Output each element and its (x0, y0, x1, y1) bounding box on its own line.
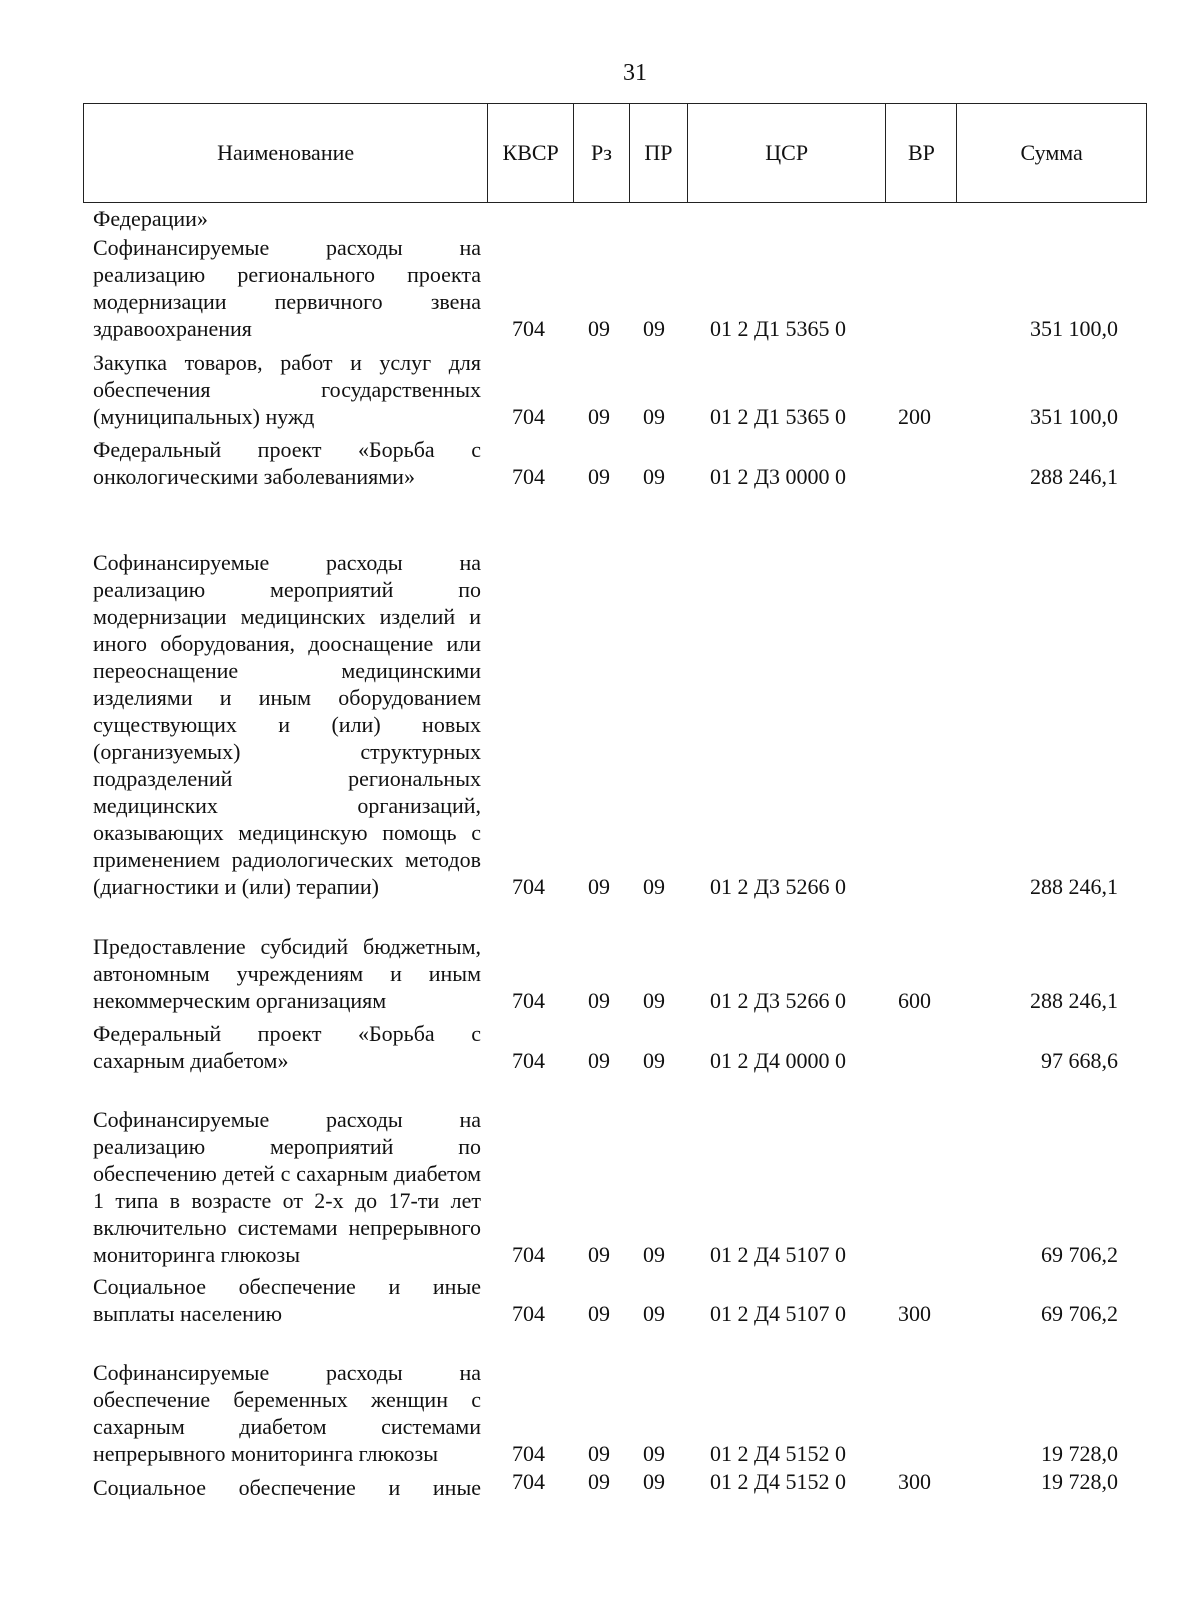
row-sum: 19 728,0 (1041, 1469, 1118, 1494)
row-sum: 69 706,2 (1041, 1301, 1118, 1326)
row-csr: 01 2 Д3 5266 0 (710, 874, 847, 899)
row-pr: 09 (643, 1441, 665, 1466)
row-name: Социальное обеспечение и иные (93, 1475, 481, 1500)
header-kvsr: КВСР (488, 104, 574, 202)
row-kvsr: 704 (512, 404, 545, 429)
row-sum: 97 668,6 (1041, 1048, 1118, 1073)
table-header (83, 103, 1147, 203)
row-name: Софинансируемые расходы на обеспечение беременных женщин с сахарным диабетом системами непрерывного мониторинга глюкозы (93, 1360, 481, 1466)
row-pr: 09 (643, 1242, 665, 1267)
row-csr: 01 2 Д3 5266 0 (710, 988, 847, 1013)
row-vr: 300 (898, 1469, 931, 1494)
header-csr: ЦСР (688, 104, 887, 202)
row-sum: 351 100,0 (1030, 404, 1118, 429)
header-sum: Сумма (1020, 140, 1083, 165)
header-rz: Рз (574, 104, 630, 202)
row-rz: 09 (588, 404, 610, 429)
row-sum: 351 100,0 (1030, 316, 1118, 341)
row-name: Софинансируемые расходы на реализацию регионального проекта модернизации первичного звена здравоохранения (93, 235, 481, 341)
row-rz: 09 (588, 316, 610, 341)
row-pr: 09 (643, 874, 665, 899)
row-kvsr: 704 (512, 1048, 545, 1073)
row-rz: 09 (588, 1242, 610, 1267)
row-pr: 09 (643, 1048, 665, 1073)
row-rz: 09 (588, 1441, 610, 1466)
row-rz: 09 (588, 464, 610, 489)
table-row (0, 436, 1200, 490)
row-sum: 288 246,1 (1030, 464, 1118, 489)
header-vr: ВР (886, 104, 957, 202)
row-name: Софинансируемые расходы на реализацию мероприятий по обеспечению детей с сахарным диабетом 1 типа в возрасте от 2-х до 17-ти лет включительно системами непрерывного мониторинга глюкозы (93, 1107, 481, 1267)
row-kvsr: 704 (512, 464, 545, 489)
row-pr: 09 (643, 464, 665, 489)
row-vr: 600 (898, 988, 931, 1013)
table-row (0, 234, 1200, 342)
table-row (0, 1471, 1200, 1501)
table-row (0, 1020, 1200, 1074)
header-pr: ПР (630, 104, 688, 202)
row-pr: 09 (643, 988, 665, 1013)
row-vr: 300 (898, 1301, 931, 1326)
header-name: Наименование (84, 104, 488, 202)
row-sum: 288 246,1 (1030, 874, 1118, 899)
row-kvsr: 704 (512, 316, 545, 341)
table-row (0, 205, 1200, 232)
row-rz: 09 (588, 988, 610, 1013)
table-row (0, 1273, 1200, 1327)
row-name: Предоставление субсидий бюджетным, автономным учреждениям и иным некоммерческим организациям (93, 934, 481, 1013)
page-number: 31 (623, 60, 647, 86)
row-csr: 01 2 Д3 0000 0 (710, 464, 847, 489)
row-csr: 01 2 Д1 5365 0 (710, 316, 847, 341)
row-name: Федеральный проект «Борьба с онкологическими заболеваниями» (93, 437, 481, 489)
row-sum: 69 706,2 (1041, 1242, 1118, 1267)
row-kvsr: 704 (512, 988, 545, 1013)
row-kvsr: 704 (512, 1469, 545, 1494)
row-csr: 01 2 Д4 5107 0 (710, 1242, 847, 1267)
row-rz: 09 (588, 1301, 610, 1326)
row-sum: 19 728,0 (1041, 1441, 1118, 1466)
row-rz: 09 (588, 874, 610, 899)
row-pr: 09 (643, 1301, 665, 1326)
row-sum: 288 246,1 (1030, 988, 1118, 1013)
row-kvsr: 704 (512, 1301, 545, 1326)
table-row (0, 495, 1200, 900)
row-kvsr: 704 (512, 1242, 545, 1267)
row-name: Социальное обеспечение и иные выплаты населению (93, 1274, 481, 1326)
row-rz: 09 (588, 1048, 610, 1073)
row-csr: 01 2 Д4 0000 0 (710, 1048, 847, 1073)
row-name: Федеральный проект «Борьба с сахарным диабетом» (93, 1021, 481, 1073)
row-pr: 09 (643, 404, 665, 429)
table-row (0, 1079, 1200, 1268)
row-name: Софинансируемые расходы на реализацию мероприятий по модернизации медицинских изделий и иного оборудования, дооснащение или переоснащение медицинскими изделиями и иным оборудованием существующих и (или) новых (организуемых) структурных подразделений региональных медицинских организаций, оказывающих медицинскую помощь с применением радиологических методов (диагностики и (или) терапии) (93, 550, 481, 899)
row-name: Федерации» (93, 206, 208, 231)
row-vr: 200 (898, 404, 931, 429)
table-row (0, 349, 1200, 430)
row-pr: 09 (643, 316, 665, 341)
row-rz: 09 (588, 1469, 610, 1494)
row-csr: 01 2 Д4 5152 0 (710, 1469, 847, 1494)
row-csr: 01 2 Д1 5365 0 (710, 404, 847, 429)
row-kvsr: 704 (512, 874, 545, 899)
row-pr: 09 (643, 1469, 665, 1494)
row-kvsr: 704 (512, 1441, 545, 1466)
row-name: Закупка товаров, работ и услуг для обеспечения государственных (муниципальных) нужд (93, 350, 481, 429)
table-row (0, 1332, 1200, 1467)
row-csr: 01 2 Д4 5152 0 (710, 1441, 847, 1466)
row-csr: 01 2 Д4 5107 0 (710, 1301, 847, 1326)
table-row (0, 906, 1200, 1014)
